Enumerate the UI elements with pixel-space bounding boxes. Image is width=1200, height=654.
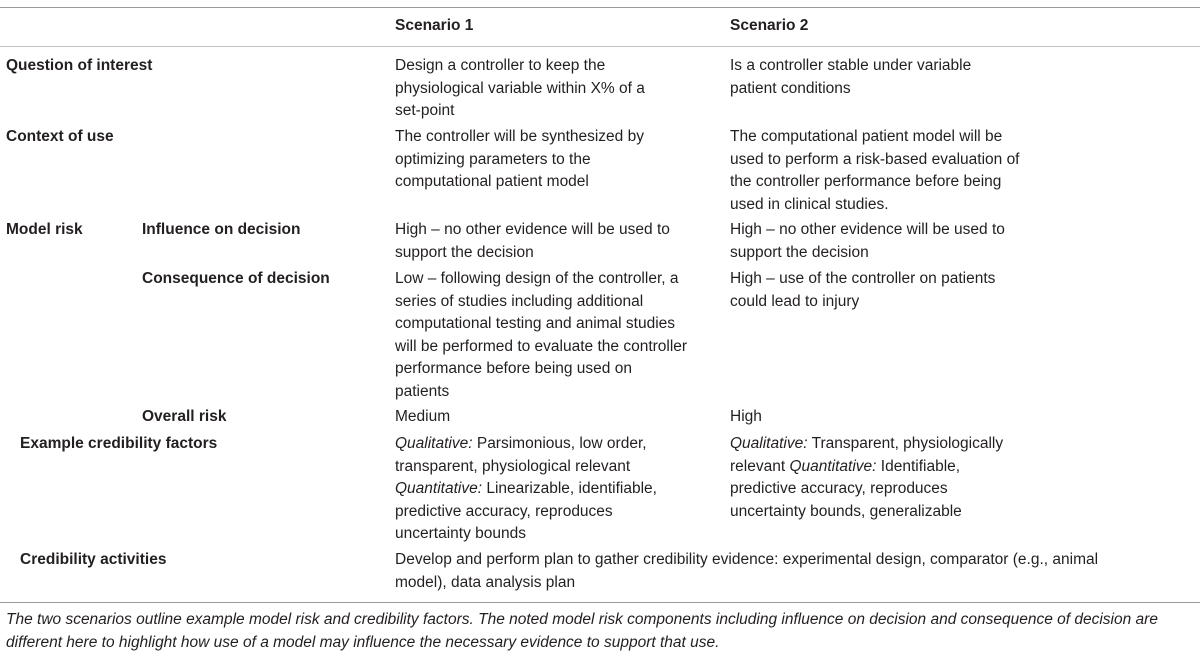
question-scenario-1: Design a controller to keep the physiological variable within X% of a set-point bbox=[395, 57, 645, 119]
credibility-activities-text: Develop and perform plan to gather credibility evidence: experimental design, comparator (e.g., animal model), data analysis plan bbox=[395, 551, 1099, 591]
consequence-scenario-1: Low – following design of the controller, a series of studies including additional computational testing and animal studies will be performed to evaluate the controller performance before being used on patients bbox=[395, 270, 688, 400]
influence-scenario-1: High – no other evidence will be used to support the decision bbox=[395, 221, 670, 261]
qualitative-text: Transparent, physiologically relevant bbox=[730, 435, 1004, 475]
consequence-scenario-2: High – use of the controller on patients could lead to injury bbox=[730, 270, 996, 310]
context-scenario-1: The controller will be synthesized by optimizing parameters to the computational patient model bbox=[395, 128, 644, 190]
quantitative-text: Identifiable, predictive accuracy, reproduces uncertainty bounds, generalizable bbox=[730, 457, 962, 520]
row-label-context: Context of use bbox=[6, 128, 114, 145]
context-scenario-2: The computational patient model will be used to perform a risk-based evaluation of the controller performance before being used in clinical studies. bbox=[730, 128, 1020, 213]
overall-risk-scenario-1: Medium bbox=[395, 408, 451, 425]
header-scenario-1: Scenario 1 bbox=[395, 17, 474, 34]
qualitative-label: Qualitative: bbox=[395, 435, 473, 452]
quantitative-label: Quantitative: bbox=[789, 457, 877, 475]
row-label-consequence: Consequence of decision bbox=[142, 270, 330, 287]
credibility-factors-scenario-2 bbox=[730, 433, 1020, 523]
row-label-question: Question of interest bbox=[6, 57, 153, 74]
row-label-credibility-factors: Example credibility factors bbox=[20, 435, 218, 452]
qualitative-text: Parsimonious, low order, transparent, physiological relevant bbox=[395, 435, 647, 475]
table-caption: The two scenarios outline example model risk and credibility factors. The noted model risk components including influence on decision and consequence of decision are different here to highlight how use of a model may influence the necessary evidence to support that use. bbox=[6, 611, 1158, 651]
quantitative-label: Quantitative: bbox=[395, 480, 483, 497]
table-bottom-rule bbox=[0, 602, 1200, 603]
qualitative-label: Qualitative: bbox=[730, 435, 808, 452]
credibility-factors-scenario-1 bbox=[395, 433, 680, 546]
overall-risk-scenario-2: High bbox=[730, 408, 762, 425]
header-scenario-2: Scenario 2 bbox=[730, 17, 809, 34]
table-header-rule bbox=[0, 46, 1200, 47]
influence-scenario-2: High – no other evidence will be used to support the decision bbox=[730, 221, 1005, 261]
quantitative-text: Linearizable, identifiable, predictive accuracy, reproduces uncertainty bounds bbox=[395, 480, 657, 542]
row-label-overall-risk: Overall risk bbox=[142, 408, 227, 425]
row-label-influence: Influence on decision bbox=[142, 221, 301, 238]
question-scenario-2: Is a controller stable under variable patient conditions bbox=[730, 57, 972, 97]
row-label-model-risk: Model risk bbox=[6, 221, 83, 238]
table-top-rule bbox=[0, 7, 1200, 8]
row-label-credibility-activities: Credibility activities bbox=[20, 551, 167, 568]
